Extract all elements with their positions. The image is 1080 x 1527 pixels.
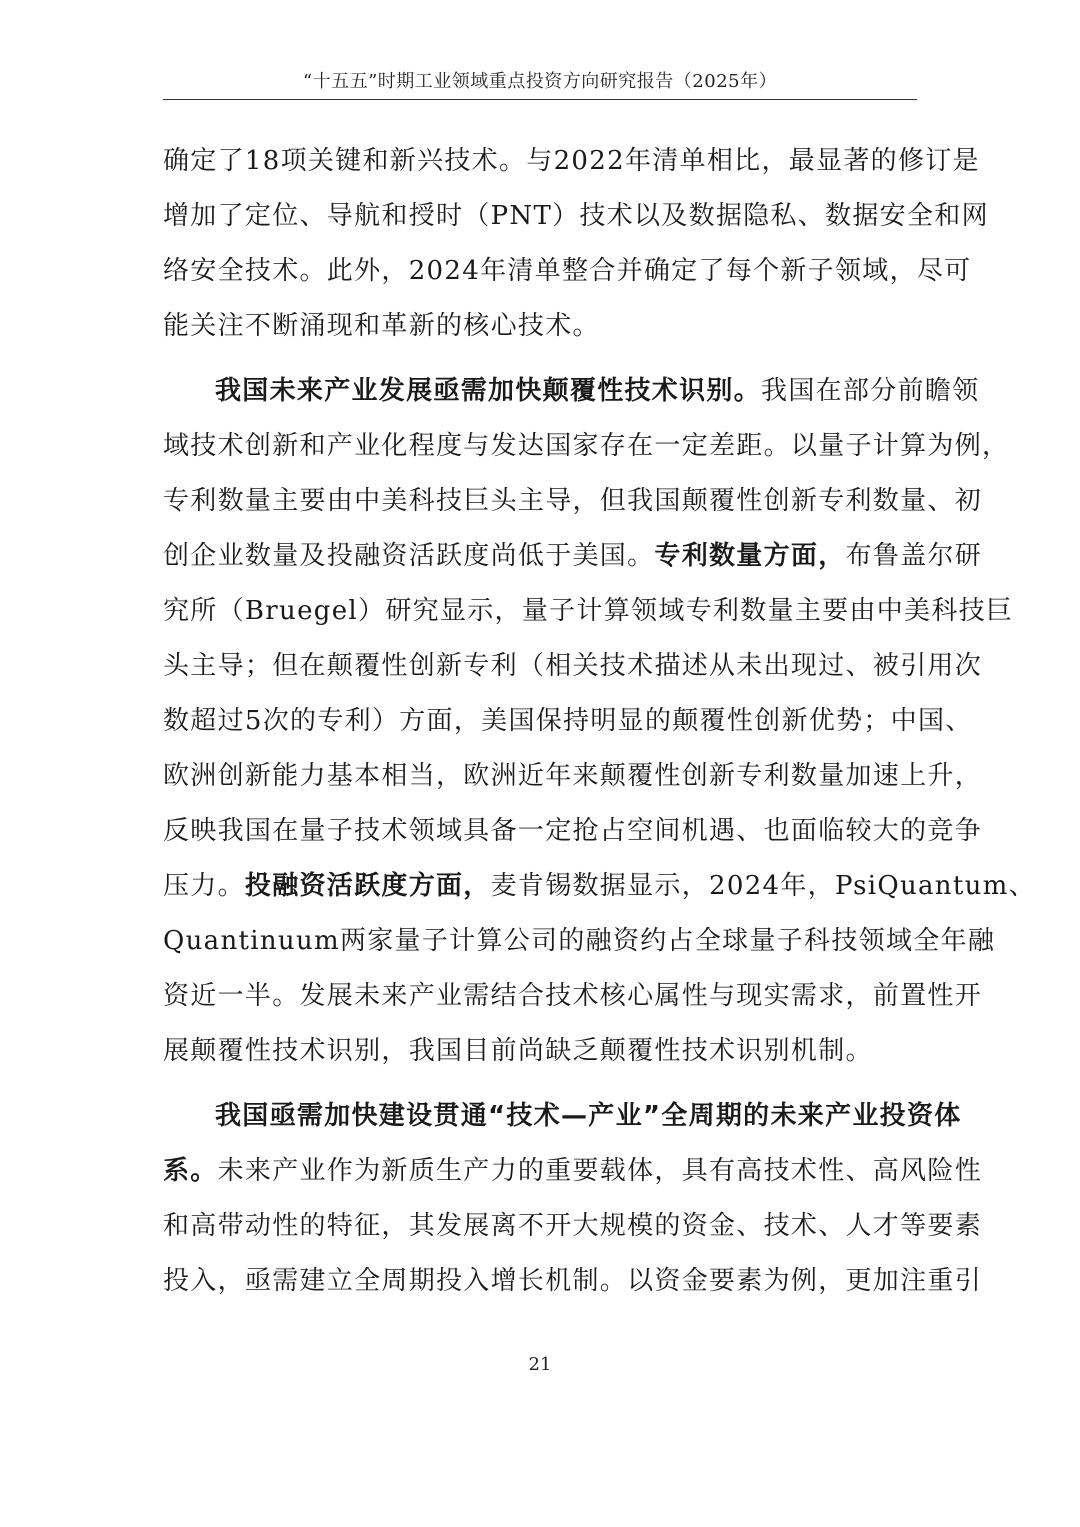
body-text: [163, 134, 1036, 1309]
bold-phrase: 投融资活跃度方面，: [244, 871, 491, 901]
text-run: 我国在部分前瞻领: [761, 376, 980, 406]
text-line: 络安全技术。此外，2024年清单整合并确定了每个新子领域，尽可: [163, 256, 972, 286]
text-line: [163, 529, 983, 584]
bold-lead: 我国未来产业发展亟需加快颠覆性技术识别。: [215, 376, 762, 406]
text-line: 欧洲创新能力基本相当，欧洲近年来颠覆性创新专利数量加速上升，: [163, 761, 983, 791]
text-run: 布鲁盖尔研: [845, 541, 983, 571]
text-line: 增加了定位、导航和授时（PNT）技术以及数据隐私、数据安全和网: [163, 201, 989, 231]
text-line: 投入，亟需建立全周期投入增长机制。以资金要素为例，更加注重引: [163, 1266, 983, 1296]
bold-phrase: 专利数量方面，: [654, 541, 846, 571]
text-line: 究所（Bruegel）研究显示，量子计算领域专利数量主要由中美科技巨: [163, 596, 1014, 626]
text-line: 展颠覆性技术识别，我国目前尚缺乏颠覆性技术识别机制。: [163, 1036, 873, 1066]
text-line: 确定了18项关键和新兴技术。与2022年清单相比，最显著的修订是: [163, 146, 980, 176]
text-run: 压力。: [163, 871, 245, 901]
text-line: 专利数量主要由中美科技巨头主导，但我国颠覆性创新专利数量、初: [163, 486, 983, 516]
paragraph-2: [163, 364, 1036, 1079]
text-line: 反映我国在量子技术领域具备一定抢占空间机遇、也面临较大的竞争: [163, 816, 983, 846]
text-line: 域技术创新和产业化程度与发达国家存在一定差距。以量子计算为例，: [163, 431, 1010, 461]
text-line: [163, 1144, 983, 1199]
paragraph-1: [163, 134, 989, 354]
text-run: 麦肯锡数据显示，2024年，PsiQuantum、: [490, 871, 1036, 901]
paragraph-3: [163, 1089, 983, 1309]
running-header: “十五五”时期工业领域重点投资方向研究报告（2025年）: [302, 71, 778, 92]
header-rule: [163, 99, 917, 100]
text-run: 未来产业作为新质生产力的重要载体，具有高技术性、高风险性: [217, 1156, 983, 1186]
text-line: 资近一半。发展未来产业需结合技术核心属性与现实需求，前置性开: [163, 981, 983, 1011]
bold-lead: 我国亟需加快建设贯通“技术—产业”全周期的未来产业投资体: [215, 1101, 962, 1131]
text-line: 能关注不断涌现和革新的核心技术。: [163, 311, 600, 341]
text-line: Quantinuum两家量子计算公司的融资约占全球量子科技领域全年融: [163, 926, 996, 956]
text-line: 数超过5次的专利）方面，美国保持明显的颠覆性创新优势；中国、: [163, 706, 973, 736]
text-line: [163, 859, 1036, 914]
text-line: 和高带动性的特征，其发展离不开大规模的资金、技术、人才等要素: [163, 1211, 983, 1241]
text-line: [163, 1089, 962, 1144]
text-line: [163, 364, 980, 419]
bold-lead: 系。: [163, 1156, 218, 1186]
text-line: 头主导；但在颠覆性创新专利（相关技术描述从未出现过、被引用次: [163, 651, 983, 681]
page-number: 21: [528, 1354, 552, 1375]
text-run: 创企业数量及投融资活跃度尚低于美国。: [163, 541, 655, 571]
